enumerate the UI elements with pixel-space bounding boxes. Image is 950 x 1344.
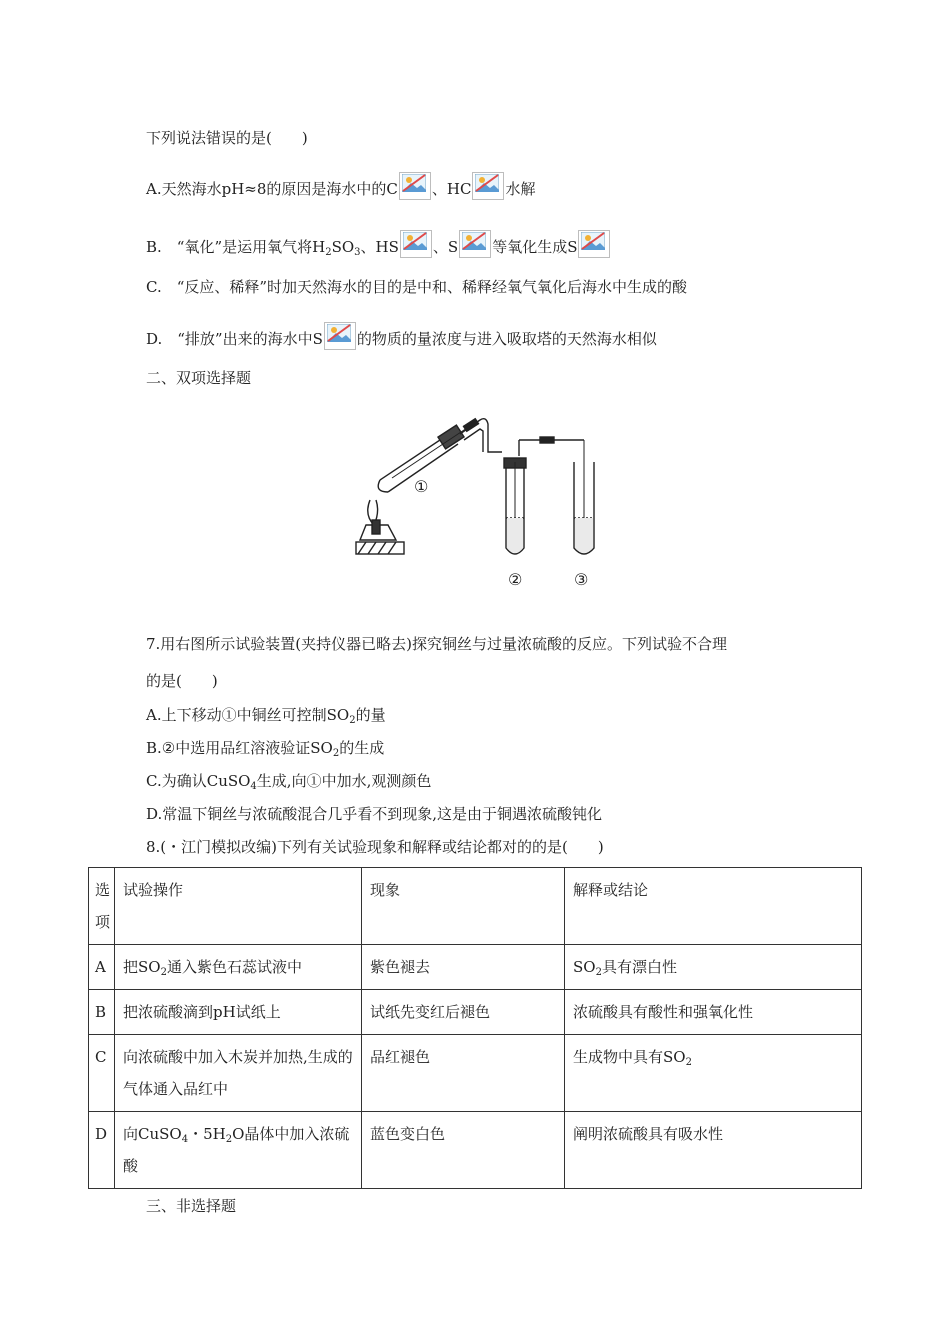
header-operation: 试验操作 xyxy=(115,868,362,945)
row-option: C xyxy=(89,1035,115,1112)
table-row xyxy=(89,1035,862,1112)
row-phenomenon: 紫色褪去 xyxy=(362,945,565,990)
q6-option-b: B. “氧化”是运用氧气将$H_2SO_3$、HS 、S 等氧化生成S xyxy=(146,230,611,258)
q7-option-c: C.为确认CuSO$_4$生成,向①中加水,观测颜色 xyxy=(146,772,432,792)
table-row xyxy=(89,1112,862,1189)
row-option: B xyxy=(89,990,115,1035)
row-conclusion: 生成物中具有$SO_2$ xyxy=(565,1035,862,1112)
q8-stem: 8.(・江门模拟改编)下列有关试验现象和解释或结论都对的的是( ) xyxy=(146,838,604,856)
header-option: 选项 xyxy=(89,868,115,945)
row-phenomenon: 蓝色变白色 xyxy=(362,1112,565,1189)
q6-option-d: D. “排放”出来的海水中S 的物质的量浓度与进入吸取塔的天然海水相似 xyxy=(146,322,657,350)
row-phenomenon: 试纸先变红后褪色 xyxy=(362,990,565,1035)
q7-stem-line2: 的是( ) xyxy=(146,672,218,690)
missing-image-icon xyxy=(578,230,610,258)
row-option: A xyxy=(89,945,115,990)
apparatus-figure xyxy=(352,400,612,595)
header-phenomenon: 现象 xyxy=(362,868,565,945)
row-operation: 向浓硫酸中加入木炭并加热,生成的气体通入品红中 xyxy=(115,1035,362,1112)
label-1: ① xyxy=(414,477,429,496)
q6-option-a: A.天然海水pH≈8的原因是海水中的C 、HC 水解 xyxy=(146,172,535,200)
test-tube-3 xyxy=(574,440,594,554)
missing-image-icon xyxy=(400,230,432,258)
missing-image-icon xyxy=(324,322,356,350)
row-operation: 向CuSO$_4$・$5H_2O$晶体中加入浓硫酸 xyxy=(115,1112,362,1189)
table-header-row xyxy=(89,868,862,945)
row-conclusion: 阐明浓硫酸具有吸水性 xyxy=(565,1112,862,1189)
alcohol-lamp xyxy=(356,500,404,554)
table-row xyxy=(89,945,862,990)
row-conclusion: $SO_2$具有漂白性 xyxy=(565,945,862,990)
row-option: D xyxy=(89,1112,115,1189)
row-operation: 把浓硫酸滴到pH试纸上 xyxy=(115,990,362,1035)
header-conclusion: 解释或结论 xyxy=(565,868,862,945)
row-phenomenon: 品红褪色 xyxy=(362,1035,565,1112)
label-3: ③ xyxy=(574,570,589,589)
missing-image-icon xyxy=(472,172,504,200)
section-heading-2: 二、双项选择题 xyxy=(146,369,252,387)
label-2: ② xyxy=(508,570,523,589)
q7-option-d: D.常温下铜丝与浓硫酸混合几乎看不到现象,这是由于铜遇浓硫酸钝化 xyxy=(146,805,603,823)
q7-option-b: B.②中选用品红溶液验证$SO_2$的生成 xyxy=(146,739,385,759)
section-heading-3: 三、非选择题 xyxy=(146,1197,237,1215)
q7-option-a: A.上下移动①中铜丝可控制$SO_2$的量 xyxy=(146,706,386,726)
row-conclusion: 浓硫酸具有酸性和强氧化性 xyxy=(565,990,862,1035)
q7-stem-line1: 7.用右图所示试验装置(夹持仪器已略去)探究铜丝与过量浓硫酸的反应。下列试验不合理 xyxy=(146,635,728,653)
test-tube-2 xyxy=(504,437,584,554)
missing-image-icon xyxy=(459,230,491,258)
q8-table xyxy=(88,867,862,1189)
missing-image-icon xyxy=(399,172,431,200)
table-row xyxy=(89,990,862,1035)
row-operation: 把$SO_2$通入紫色石蕊试液中 xyxy=(115,945,362,990)
q6-option-c: C. “反应、稀释”时加天然海水的目的是中和、稀释经氧气氧化后海水中生成的酸 xyxy=(146,278,688,296)
q6-stem: 下列说法错误的是( ) xyxy=(146,129,308,147)
